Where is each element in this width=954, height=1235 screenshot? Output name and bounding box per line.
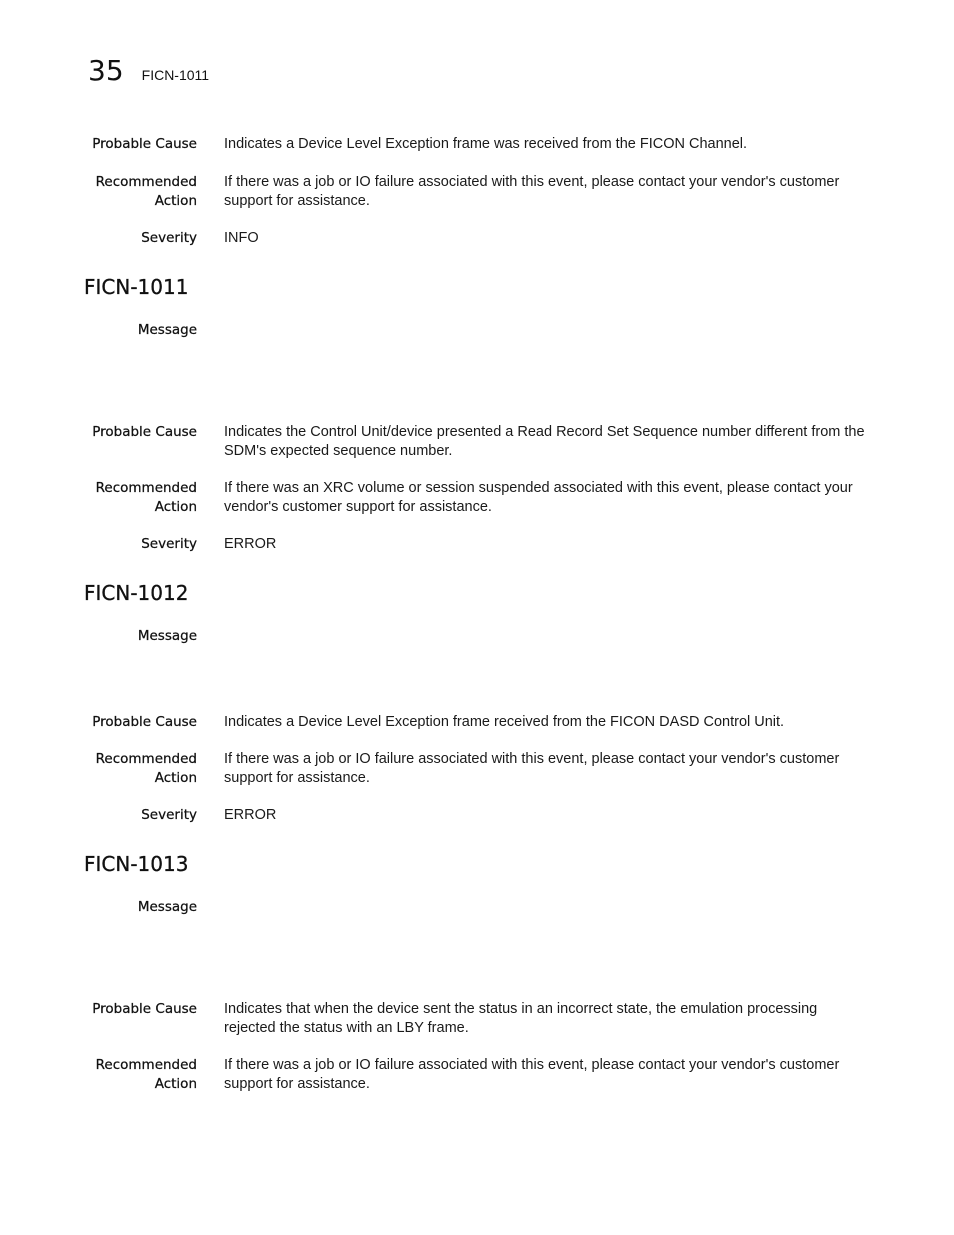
message-label: Message [137,322,197,338]
probable-cause-text: Indicates a Device Level Exception frame was received from the FICON Channel. [224,136,748,152]
recommended-label-line1: Recommended [95,174,197,190]
probable-cause-text: Indicates that when the device sent the status in an incorrect state, the emulation processing rejected the status with an LBY frame. [224,1001,818,1036]
recommended-label-line1: Recommended [95,1057,197,1073]
severity-label: Severity [141,230,197,246]
recommended-action-text: If there was a job or IO failure associated with this event, please contact your vendor's customer support for assistance. [224,174,840,209]
severity-value: INFO [224,230,259,246]
recommended-label-line1: Recommended [95,751,197,767]
recommended-label-line2: Action [154,499,197,515]
recommended-label-line2: Action [154,193,197,209]
probable-cause-text: Indicates the Control Unit/device presented a Read Record Set Sequence number different from the SDM's expected sequence number. [224,424,865,459]
severity-label: Severity [141,807,197,823]
recommended-action-label [60,479,197,517]
recommended-action-label [60,750,197,788]
recommended-action-label [60,1056,197,1094]
severity-value: ERROR [224,807,277,823]
severity-label: Severity [141,536,197,552]
probable-cause-label: Probable Cause [92,136,197,152]
running-title: FICN-1011 [141,67,210,83]
probable-cause-text: Indicates a Device Level Exception frame received from the FICON DASD Control Unit. [224,714,785,730]
chapter-number: 35 [88,54,124,87]
recommended-action-text: If there was a job or IO failure associated with this event, please contact your vendor's customer support for assistance. [224,1057,840,1092]
page-header [88,54,209,94]
recommended-label-line2: Action [154,1076,197,1092]
section-title: FICN-1011 [84,275,189,299]
recommended-action-label [60,173,197,211]
message-label: Message [137,899,197,915]
recommended-label-line2: Action [154,770,197,786]
severity-value: ERROR [224,536,277,552]
section-title: FICN-1012 [84,581,189,605]
probable-cause-label: Probable Cause [92,424,197,440]
message-label: Message [137,628,197,644]
section-title: FICN-1013 [84,852,189,876]
probable-cause-label: Probable Cause [92,1001,197,1017]
recommended-action-text: If there was a job or IO failure associated with this event, please contact your vendor's customer support for assistance. [224,751,840,786]
probable-cause-label: Probable Cause [92,714,197,730]
recommended-label-line1: Recommended [95,480,197,496]
recommended-action-text: If there was an XRC volume or session suspended associated with this event, please contact your vendor's customer support for assistance. [224,480,853,515]
